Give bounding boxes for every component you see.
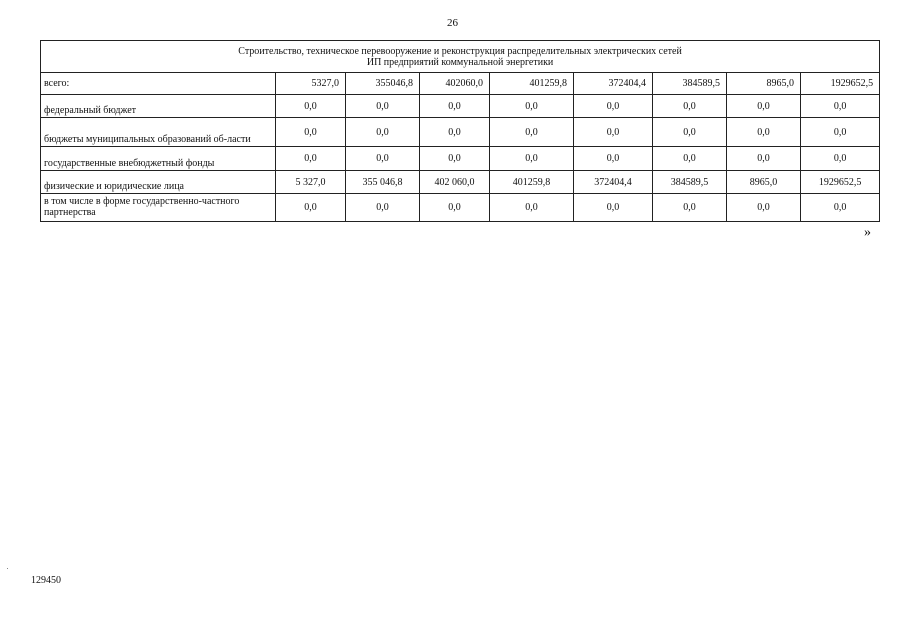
table-cell: 0,0 bbox=[574, 118, 653, 147]
page-number: 26 bbox=[447, 17, 458, 29]
table-cell: 384589,5 bbox=[653, 73, 727, 95]
table-cell: 0,0 bbox=[420, 95, 490, 118]
table-cell: 0,0 bbox=[420, 147, 490, 171]
table-cell: 5 327,0 bbox=[276, 171, 346, 194]
scan-speck bbox=[7, 568, 8, 569]
table-cell: 0,0 bbox=[727, 95, 801, 118]
table-cell: 0,0 bbox=[574, 194, 653, 222]
table-cell: 384589,5 bbox=[653, 171, 727, 194]
table-cell: 1929652,5 bbox=[801, 73, 880, 95]
table-cell: 401259,8 bbox=[490, 171, 574, 194]
row-label-federal-budget: федеральный бюджет bbox=[41, 95, 276, 118]
row-label-public-private-partnership: в том числе в форме государственно-частного партнерства bbox=[41, 194, 276, 222]
table-cell: 0,0 bbox=[346, 147, 420, 171]
table-cell: 0,0 bbox=[346, 118, 420, 147]
table-cell: 0,0 bbox=[801, 147, 880, 171]
table-cell: 0,0 bbox=[490, 194, 574, 222]
table-cell: 0,0 bbox=[420, 118, 490, 147]
table-cell: 1929652,5 bbox=[801, 171, 880, 194]
table-cell: 0,0 bbox=[574, 147, 653, 171]
table-cell: 8965,0 bbox=[727, 171, 801, 194]
table-cell: 0,0 bbox=[801, 95, 880, 118]
table-cell: 0,0 bbox=[653, 194, 727, 222]
table-cell: 0,0 bbox=[727, 118, 801, 147]
table-cell: 0,0 bbox=[727, 194, 801, 222]
table-cell: 355046,8 bbox=[346, 73, 420, 95]
table-cell: 0,0 bbox=[653, 95, 727, 118]
table-cell: 0,0 bbox=[574, 95, 653, 118]
table-cell: 372404,4 bbox=[574, 73, 653, 95]
table-cell: 372404,4 bbox=[574, 171, 653, 194]
footer-code: 129450 bbox=[31, 575, 61, 586]
table-title-line-2: ИП предприятий коммунальной энергетики bbox=[366, 57, 554, 68]
row-label-extrabudgetary-funds: государственные внебюджетный фонды bbox=[41, 147, 276, 171]
table-cell: 401259,8 bbox=[490, 73, 574, 95]
table-cell: 0,0 bbox=[490, 147, 574, 171]
table-title bbox=[41, 41, 880, 73]
table-cell: 0,0 bbox=[346, 95, 420, 118]
table-cell: 0,0 bbox=[490, 95, 574, 118]
table-cell: 0,0 bbox=[490, 118, 574, 147]
table-row bbox=[41, 171, 880, 194]
table-cell: 0,0 bbox=[276, 194, 346, 222]
table-cell: 0,0 bbox=[727, 147, 801, 171]
table-cell: 5327,0 bbox=[276, 73, 346, 95]
table-row bbox=[41, 95, 880, 118]
table-cell: 0,0 bbox=[653, 147, 727, 171]
row-label-individuals-and-legal-entities: физические и юридические лица bbox=[41, 171, 276, 194]
closing-quote: » bbox=[864, 225, 871, 240]
table-row bbox=[41, 118, 880, 147]
row-label-municipal-budgets: бюджеты муниципальных образований об-ласти bbox=[41, 118, 276, 147]
table-title-line-1: Строительство, техническое перевооружение и реконструкция распределительных электрических сетей bbox=[238, 46, 682, 57]
table-title-row bbox=[41, 41, 880, 73]
table-cell: 0,0 bbox=[276, 147, 346, 171]
table-cell: 0,0 bbox=[420, 194, 490, 222]
investment-table bbox=[40, 40, 880, 222]
table-cell: 0,0 bbox=[801, 118, 880, 147]
table-row bbox=[41, 194, 880, 222]
table-cell: 355 046,8 bbox=[346, 171, 420, 194]
table-row bbox=[41, 147, 880, 171]
table-cell: 0,0 bbox=[276, 95, 346, 118]
table-cell: 0,0 bbox=[653, 118, 727, 147]
row-label-total: всего: bbox=[41, 73, 276, 95]
table-cell: 8965,0 bbox=[727, 73, 801, 95]
table-cell: 402060,0 bbox=[420, 73, 490, 95]
table-cell: 0,0 bbox=[801, 194, 880, 222]
table-cell: 0,0 bbox=[276, 118, 346, 147]
table-cell: 402 060,0 bbox=[420, 171, 490, 194]
table-row bbox=[41, 73, 880, 95]
table-cell: 0,0 bbox=[346, 194, 420, 222]
